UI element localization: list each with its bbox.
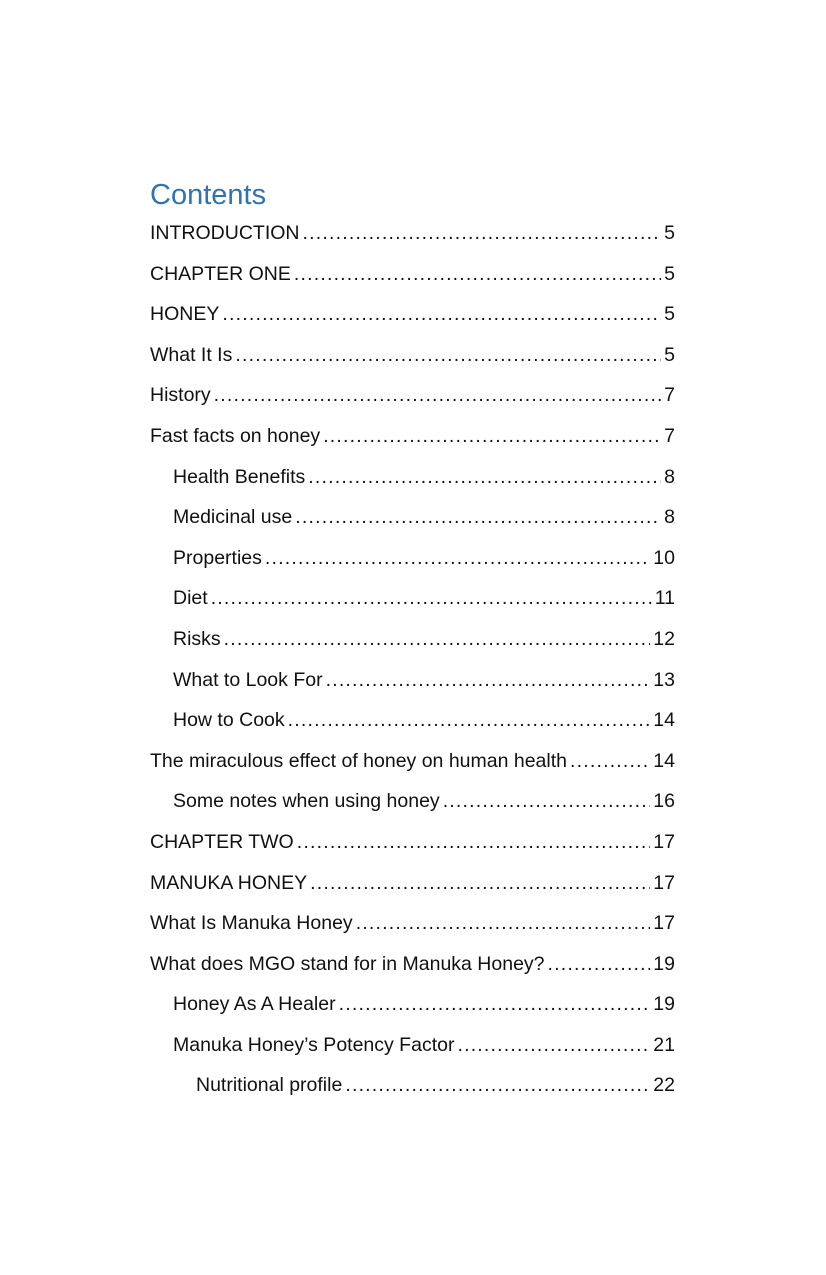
toc-entry[interactable] — [150, 827, 675, 868]
toc-entry-page: 8 — [664, 465, 675, 488]
toc-entry-title: Medicinal use — [173, 506, 293, 529]
toc-entry-page: 17 — [653, 830, 675, 853]
toc-dot-leader — [310, 868, 650, 898]
toc-entry-title: What Is Manuka Honey — [150, 912, 353, 935]
toc-entry-page: 14 — [653, 749, 675, 772]
toc-entry-page: 17 — [653, 912, 675, 935]
toc-entry[interactable] — [150, 624, 675, 665]
toc-entry-page: 10 — [653, 546, 675, 569]
toc-entry-page: 8 — [664, 506, 675, 529]
toc-entry-page: 5 — [664, 222, 675, 244]
toc-entry-page: 5 — [664, 343, 675, 366]
toc-entry-title: History — [150, 384, 211, 407]
toc-entry-title: MANUKA HONEY — [150, 871, 308, 894]
toc-dot-leader — [308, 462, 661, 492]
toc-entry[interactable] — [150, 543, 675, 584]
toc-entry-page: 11 — [654, 587, 675, 610]
toc-dot-leader — [323, 421, 661, 451]
toc-dot-leader — [570, 746, 650, 776]
toc-entry-page: 19 — [653, 952, 675, 975]
toc-entry[interactable] — [150, 908, 675, 949]
toc-entry-title: INTRODUCTION — [150, 222, 300, 244]
table-of-contents — [150, 218, 675, 1111]
toc-dot-leader — [339, 989, 651, 1019]
toc-entry[interactable] — [150, 299, 675, 340]
toc-entry[interactable] — [150, 259, 675, 300]
toc-entry[interactable] — [150, 989, 675, 1030]
toc-dot-leader — [326, 665, 651, 695]
toc-entry-page: 21 — [653, 1033, 675, 1056]
toc-entry[interactable] — [150, 746, 675, 787]
toc-dot-leader — [297, 827, 651, 857]
toc-dot-leader — [295, 502, 661, 532]
toc-dot-leader — [443, 786, 651, 816]
toc-entry-page: 7 — [664, 384, 675, 407]
toc-entry-title: Fast facts on honey — [150, 424, 321, 447]
toc-dot-leader — [303, 218, 662, 248]
toc-entry[interactable] — [150, 705, 675, 746]
toc-entry[interactable] — [150, 340, 675, 381]
toc-dot-leader — [214, 380, 661, 410]
toc-dot-leader — [265, 543, 650, 573]
toc-entry[interactable] — [150, 218, 675, 259]
toc-entry-page: 7 — [664, 424, 675, 447]
toc-entry-title: Nutritional profile — [196, 1074, 343, 1097]
toc-entry[interactable] — [150, 868, 675, 909]
toc-entry[interactable] — [150, 421, 675, 462]
toc-entry-page: 14 — [653, 709, 675, 732]
toc-dot-leader — [235, 340, 661, 370]
toc-entry-page: 12 — [653, 627, 675, 650]
toc-entry-page: 13 — [653, 668, 675, 691]
toc-entry-title: Manuka Honey’s Potency Factor — [173, 1033, 455, 1056]
toc-entry-title: Honey As A Healer — [173, 993, 336, 1016]
toc-dot-leader — [211, 583, 652, 613]
toc-entry-title: Risks — [173, 627, 221, 650]
toc-entry-page: 5 — [664, 303, 675, 326]
toc-entry[interactable] — [150, 462, 675, 503]
toc-entry-title: HONEY — [150, 303, 220, 326]
toc-entry-title: CHAPTER TWO — [150, 830, 294, 853]
toc-entry[interactable] — [150, 583, 675, 624]
toc-entry[interactable] — [150, 665, 675, 706]
toc-entry-title: What to Look For — [173, 668, 323, 691]
toc-entry-title: What It Is — [150, 343, 233, 366]
toc-entry-title: Health Benefits — [173, 465, 306, 488]
toc-entry-page: 17 — [653, 871, 675, 894]
toc-entry[interactable] — [150, 949, 675, 990]
toc-dot-leader — [356, 908, 651, 938]
toc-entry-page: 22 — [653, 1074, 675, 1097]
toc-entry[interactable] — [150, 1070, 675, 1111]
contents-heading: Contents — [150, 179, 267, 211]
toc-entry-title: Diet — [173, 587, 208, 610]
toc-entry-page: 16 — [653, 790, 675, 813]
toc-entry[interactable] — [150, 502, 675, 543]
toc-dot-leader — [224, 624, 651, 654]
toc-entry[interactable] — [150, 1030, 675, 1071]
toc-dot-leader — [222, 299, 661, 329]
toc-entry-title: How to Cook — [173, 709, 285, 732]
toc-dot-leader — [288, 705, 651, 735]
toc-entry-title: What does MGO stand for in Manuka Honey? — [150, 952, 545, 975]
toc-entry-page: 5 — [664, 262, 675, 285]
toc-dot-leader — [548, 949, 651, 979]
toc-entry[interactable] — [150, 786, 675, 827]
toc-entry-title: The miraculous effect of honey on human health — [150, 749, 567, 772]
toc-dot-leader — [294, 259, 661, 289]
toc-entry-page: 19 — [653, 993, 675, 1016]
toc-entry-title: CHAPTER ONE — [150, 262, 291, 285]
toc-dot-leader — [345, 1070, 650, 1100]
toc-dot-leader — [457, 1030, 650, 1060]
toc-entry-title: Some notes when using honey — [173, 790, 440, 813]
toc-entry[interactable] — [150, 380, 675, 421]
toc-entry-title: Properties — [173, 546, 262, 569]
